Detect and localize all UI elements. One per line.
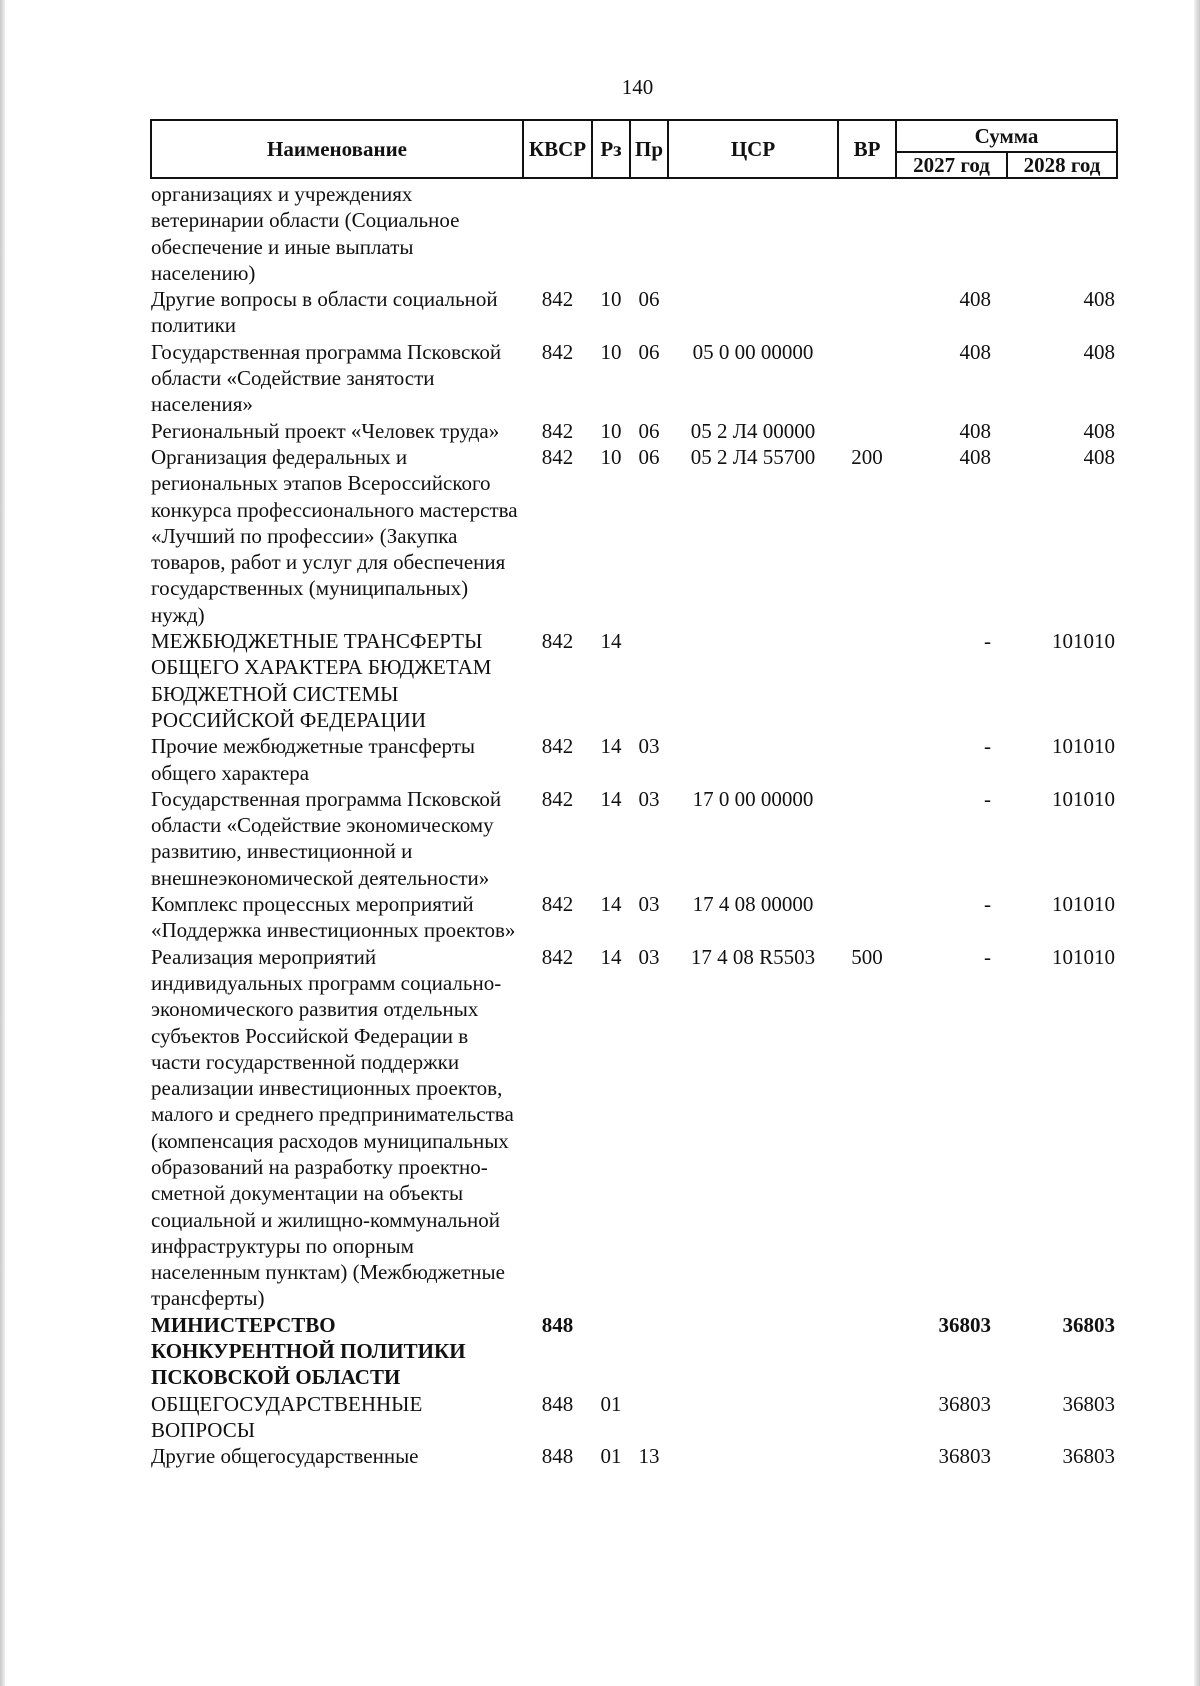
vr-cell xyxy=(838,178,896,286)
rz-cell: 14 xyxy=(600,892,622,917)
name-cell: Государственная программа Псковской области «Содействие занятости населения» xyxy=(151,339,502,417)
kvsr-cell: 848 xyxy=(541,1444,574,1469)
name-cell: Другие вопросы в области социальной политики xyxy=(151,287,498,338)
rz-cell xyxy=(592,1312,630,1391)
sum-2028-cell: 36803 xyxy=(1062,1391,1115,1416)
sum-2028-cell: 101010 xyxy=(1052,734,1115,759)
vr-cell xyxy=(838,733,896,786)
name-cell: организациях и учреждениях ветеринарии области (Социальное обеспечение и иные выплаты населению) xyxy=(151,182,460,285)
pr-cell: 03 xyxy=(638,892,660,917)
kvsr-cell: 842 xyxy=(541,629,574,654)
name-cell: Реализация мероприятий индивидуальных программ социально-экономического развития отдельных субъектов Российской Федерации в части государственной поддержки реализации инвестиционных проектов, малого и среднего предпринимательства (компенсация расходов муниципальных образований на разработку проектно-сметной документации на объекты социальной и жилищно-коммунальной инфраструктуры по опорным населенным пунктам) (Межбюджетные трансферты) xyxy=(151,944,514,1311)
kvsr-cell: 842 xyxy=(541,944,574,969)
sum-2027-cell: 408 xyxy=(959,339,991,364)
table-row xyxy=(151,1443,1117,1469)
csr-cell: 05 2 Л4 55700 xyxy=(690,444,816,469)
rz-cell: 14 xyxy=(600,944,622,969)
header-year-2027: 2027 год xyxy=(896,152,1007,178)
rz-cell: 14 xyxy=(600,734,622,759)
name-cell: Государственная программа Псковской области «Содействие экономическому развитию, инвестиционной и внешнеэкономической деятельности» xyxy=(151,786,502,890)
scan-edge-left xyxy=(0,0,5,1686)
table-row xyxy=(151,786,1117,891)
sum-2028-cell: 101010 xyxy=(1052,944,1115,969)
sum-2028-cell: 36803 xyxy=(1062,1312,1115,1337)
csr-cell xyxy=(668,286,838,339)
rz-cell: 01 xyxy=(600,1391,622,1416)
vr-cell: 200 xyxy=(851,444,883,469)
csr-cell xyxy=(668,178,838,286)
header-name: Наименование xyxy=(151,120,523,178)
header-year-2028: 2028 год xyxy=(1007,152,1117,178)
csr-cell: 17 0 00 00000 xyxy=(692,786,814,811)
name-cell: МЕЖБЮДЖЕТНЫЕ ТРАНСФЕРТЫ ОБЩЕГО ХАРАКТЕРА БЮДЖЕТАМ БЮДЖЕТНОЙ СИСТЕМЫ РОССИЙСКОЙ ФЕДЕРАЦИИ xyxy=(151,629,492,732)
sum-2028-cell: 408 xyxy=(1083,339,1115,364)
kvsr-cell xyxy=(523,178,592,286)
header-rz: Рз xyxy=(592,120,630,178)
header-pr: Пр xyxy=(630,120,668,178)
name-cell: Региональный проект «Человек труда» xyxy=(151,418,500,443)
csr-cell: 17 4 08 R5503 xyxy=(690,944,816,969)
scan-edge-right xyxy=(1194,0,1200,1686)
kvsr-cell: 842 xyxy=(541,892,574,917)
pr-cell: 06 xyxy=(638,418,660,443)
pr-cell: 13 xyxy=(638,1444,660,1469)
table-row xyxy=(151,339,1117,418)
vr-cell xyxy=(838,1391,896,1444)
name-cell: МИНИСТЕРСТВО КОНКУРЕНТНОЙ ПОЛИТИКИ ПСКОВСКОЙ ОБЛАСТИ xyxy=(151,1312,466,1390)
csr-cell xyxy=(668,1312,838,1391)
csr-cell: 05 0 00 00000 xyxy=(692,339,814,364)
table-row xyxy=(151,944,1117,1312)
pr-cell xyxy=(630,1391,668,1444)
vr-cell xyxy=(838,339,896,418)
kvsr-cell: 842 xyxy=(541,418,574,443)
table-row xyxy=(151,891,1117,944)
table-body xyxy=(151,178,1117,1470)
rz-cell: 14 xyxy=(600,786,622,811)
pr-cell xyxy=(630,628,668,733)
vr-cell xyxy=(838,286,896,339)
rz-cell: 10 xyxy=(600,418,622,443)
header-csr: ЦСР xyxy=(668,120,838,178)
vr-cell xyxy=(838,628,896,733)
kvsr-cell: 848 xyxy=(541,1312,574,1337)
name-cell: Комплекс процессных мероприятий «Поддержка инвестиционных проектов» xyxy=(151,892,516,943)
sum-2027-cell: - xyxy=(984,629,991,654)
kvsr-cell: 842 xyxy=(541,287,574,312)
kvsr-cell: 842 xyxy=(541,444,574,469)
table-row xyxy=(151,178,1117,286)
vr-cell xyxy=(838,891,896,944)
name-cell: ОБЩЕГОСУДАРСТВЕННЫЕ ВОПРОСЫ xyxy=(151,1391,423,1442)
sum-2027-cell: 36803 xyxy=(938,1391,991,1416)
vr-cell: 500 xyxy=(851,944,883,969)
sum-2028-cell: 101010 xyxy=(1052,892,1115,917)
vr-cell xyxy=(838,786,896,891)
vr-cell xyxy=(838,1312,896,1391)
sum-2027-cell: 36803 xyxy=(938,1312,991,1337)
header-vr: ВР xyxy=(838,120,896,178)
sum-2027-cell: 408 xyxy=(959,444,991,469)
name-cell: Другие общегосударственные xyxy=(151,1444,419,1469)
sum-2028-cell: 408 xyxy=(1083,444,1115,469)
rz-cell: 10 xyxy=(600,444,622,469)
table-row xyxy=(151,733,1117,786)
table-header xyxy=(151,120,1117,178)
table-row xyxy=(151,444,1117,628)
sum-2028-cell: 408 xyxy=(1083,418,1115,443)
kvsr-cell: 842 xyxy=(541,339,574,364)
kvsr-cell: 848 xyxy=(541,1391,574,1416)
sum-2027-cell: 36803 xyxy=(938,1444,991,1469)
sum-2028-cell: 101010 xyxy=(1052,786,1115,811)
sum-2028-cell: 101010 xyxy=(1052,629,1115,654)
pr-cell xyxy=(630,178,668,286)
table-row xyxy=(151,286,1117,339)
pr-cell: 03 xyxy=(638,944,660,969)
table-row xyxy=(151,1391,1117,1444)
pr-cell: 06 xyxy=(638,444,660,469)
name-cell: Организация федеральных и региональных этапов Всероссийского конкурса профессионального мастерства «Лучший по профессии» (Закупка товаров, работ и услуг для обеспечения государственных (муниципальных) нужд) xyxy=(151,444,518,627)
table-row xyxy=(151,628,1117,733)
sum-2027-cell: 408 xyxy=(959,418,991,443)
rz-cell: 10 xyxy=(600,339,622,364)
rz-cell: 14 xyxy=(600,629,622,654)
header-sum: Сумма xyxy=(896,120,1117,152)
sum-2027-cell xyxy=(896,178,1007,286)
csr-cell xyxy=(668,1391,838,1444)
vr-cell xyxy=(838,418,896,444)
table-row xyxy=(151,1312,1117,1391)
csr-cell xyxy=(668,733,838,786)
rz-cell: 10 xyxy=(600,287,622,312)
csr-cell xyxy=(668,1443,838,1469)
pr-cell: 06 xyxy=(638,287,660,312)
budget-table xyxy=(150,119,1118,1470)
pr-cell: 03 xyxy=(638,734,660,759)
pr-cell xyxy=(630,1312,668,1391)
table-row xyxy=(151,418,1117,444)
rz-cell xyxy=(592,178,630,286)
sum-2027-cell: 408 xyxy=(959,287,991,312)
rz-cell: 01 xyxy=(600,1444,622,1469)
sum-2027-cell: - xyxy=(984,734,991,759)
pr-cell: 06 xyxy=(638,339,660,364)
csr-cell xyxy=(668,628,838,733)
sum-2027-cell: - xyxy=(984,786,991,811)
page-number: 140 xyxy=(621,75,654,99)
sum-2027-cell: - xyxy=(984,892,991,917)
sum-2028-cell xyxy=(1007,178,1117,286)
kvsr-cell: 842 xyxy=(541,786,574,811)
sum-2028-cell: 36803 xyxy=(1062,1444,1115,1469)
sum-2028-cell: 408 xyxy=(1083,287,1115,312)
vr-cell xyxy=(838,1443,896,1469)
csr-cell: 17 4 08 00000 xyxy=(692,892,814,917)
csr-cell: 05 2 Л4 00000 xyxy=(690,418,816,443)
kvsr-cell: 842 xyxy=(541,734,574,759)
name-cell: Прочие межбюджетные трансферты общего характера xyxy=(151,734,475,785)
sum-2027-cell: - xyxy=(984,944,991,969)
header-kvsr: КВСР xyxy=(523,120,592,178)
pr-cell: 03 xyxy=(638,786,660,811)
